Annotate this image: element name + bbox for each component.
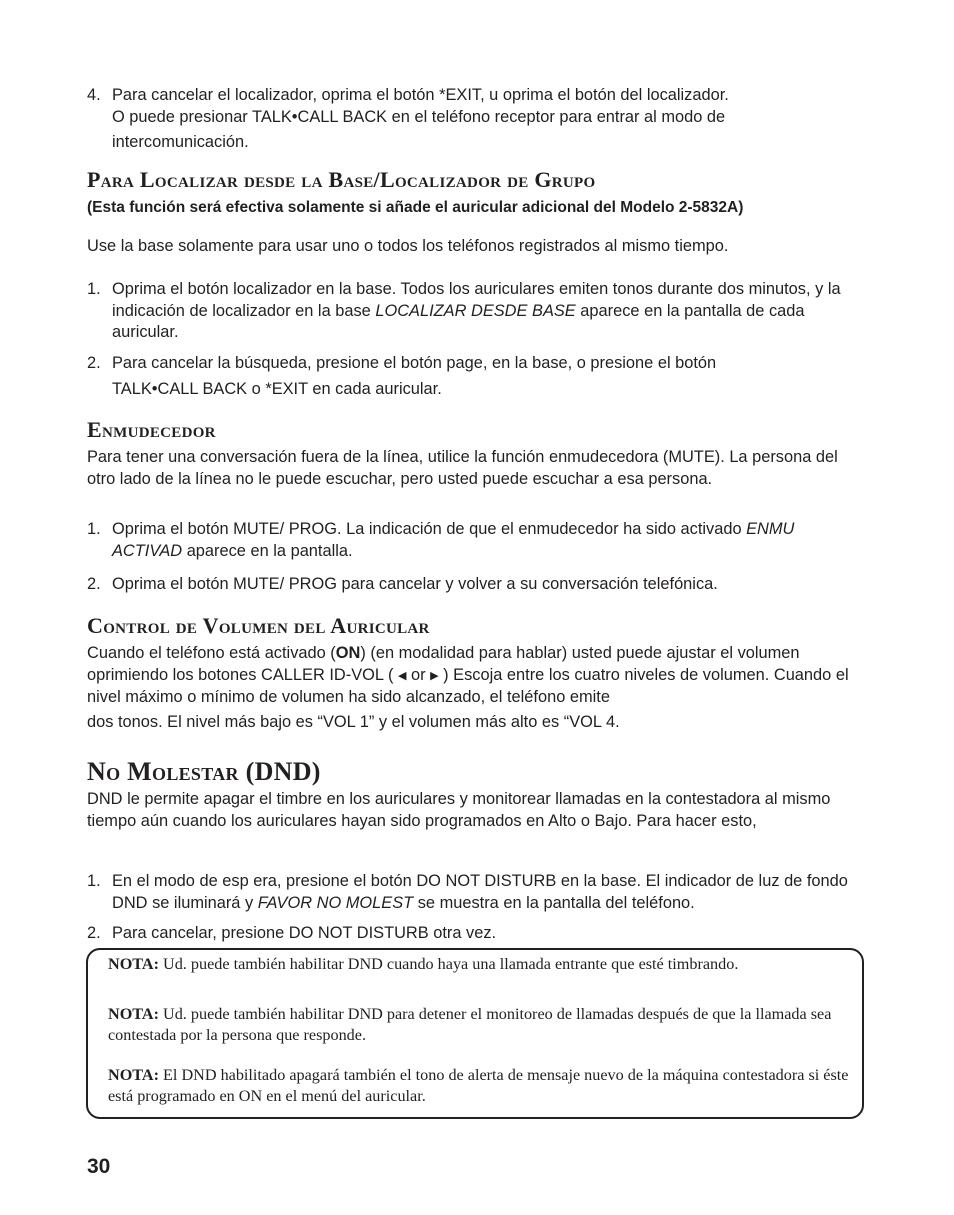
list-number: 2. <box>87 354 101 372</box>
page-number: 30 <box>87 1155 111 1178</box>
list-text: Para cancelar la búsqueda, presione el botón page, en la base, o presione el botón TALK•CALL BACK o *EXIT en cada auricular. <box>112 354 717 398</box>
list-item <box>87 574 867 596</box>
note: NOTA: Ud. puede también habilitar DND para detener el monitoreo de llamadas después de que la llamada sea contestada por la persona que responde. <box>108 1005 832 1044</box>
list-number: 1. <box>87 280 101 298</box>
list-number: 2. <box>87 924 101 942</box>
list-number: 2. <box>87 575 101 593</box>
list-text: Oprima el botón MUTE/ PROG para cancelar y volver a su conversación telefónica. <box>112 575 718 593</box>
list-text: Oprima el botón MUTE/ PROG. La indicación de que el enmudecedor ha sido activado ENMU ACTIVAD aparece en la pantalla. <box>112 520 795 560</box>
list-item <box>87 279 867 344</box>
paragraph: Para tener una conversación fuera de la línea, utilice la función enmudecedora (MUTE). La persona del otro lado de la línea no le puede escuchar, pero usted puede escuchar a esa persona. <box>87 448 838 488</box>
list-item <box>87 871 867 914</box>
note: NOTA: Ud. puede también habilitar DND cuando haya una llamada entrante que esté timbrando. <box>108 955 739 973</box>
section-title-paging: Para Localizar desde la Base/Localizador de Grupo <box>87 167 596 192</box>
list-text: Oprima el botón localizador en la base. Todos los auriculares emiten tonos durante dos minutos, y la indicación de localizador en la base LOCALIZAR DESDE BASE aparece en la pantalla de cada auricular. <box>112 280 841 341</box>
section-title-mute: Enmudecedor <box>87 417 216 442</box>
arrow-right-icon: ▶ <box>430 669 439 682</box>
note: NOTA: El DND habilitado apagará también el tono de alerta de mensaje nuevo de la máquina contestadora si éste está programado en ON en el menú del auricular. <box>108 1066 849 1105</box>
section-subtitle-paging: (Esta función será efectiva solamente si añade el auricular adicional del Modelo 2-5832A) <box>87 199 744 216</box>
list-number: 4. <box>87 86 101 104</box>
arrow-left-icon: ◀ <box>397 669 407 682</box>
list-item <box>87 85 867 154</box>
list-number: 1. <box>87 872 101 890</box>
section-title-dnd: No Molestar (DND) <box>87 757 321 786</box>
paragraph: Cuando el teléfono está activado (ON) (en modalidad para hablar) usted puede ajustar el volumen oprimiendo los botones CALLER ID-VOL ( ◀ or ▶ ) Escoja entre los cuatro niveles de volumen. Cuando el nivel máximo o mínimo de volumen ha sido alcanzado, el teléfono emite <box>87 644 849 706</box>
list-text: En el modo de esp era, presione el botón DO NOT DISTURB en la base. El indicador de luz de fondo DND se iluminará y FAVOR NO MOLEST se muestra en la pantalla del teléfono. <box>112 872 848 912</box>
list-number: 1. <box>87 520 101 538</box>
paragraph: Use la base solamente para usar uno o todos los teléfonos registrados al mismo tiempo. <box>87 237 729 255</box>
list-item <box>87 923 867 945</box>
list-item <box>87 519 867 562</box>
paragraph: dos tonos. El nivel más bajo es “VOL 1” y el volumen más alto es “VOL 4. <box>87 713 620 731</box>
list-text: Para cancelar el localizador, oprima el botón *EXIT, u oprima el botón del localizador. O puede presionar TALK•CALL BACK en el teléfono receptor para entrar al modo de intercomunicación. <box>112 86 729 151</box>
section-title-volume: Control de Volumen del Auricular <box>87 613 430 638</box>
list-text: Para cancelar, presione DO NOT DISTURB otra vez. <box>112 924 497 942</box>
paragraph: DND le permite apagar el timbre en los auriculares y monitorear llamadas en la contestadora al mismo tiempo aún cuando los auriculares hayan sido programados en Alto o Bajo. Para hacer esto, <box>87 790 831 830</box>
list-item <box>87 353 867 400</box>
